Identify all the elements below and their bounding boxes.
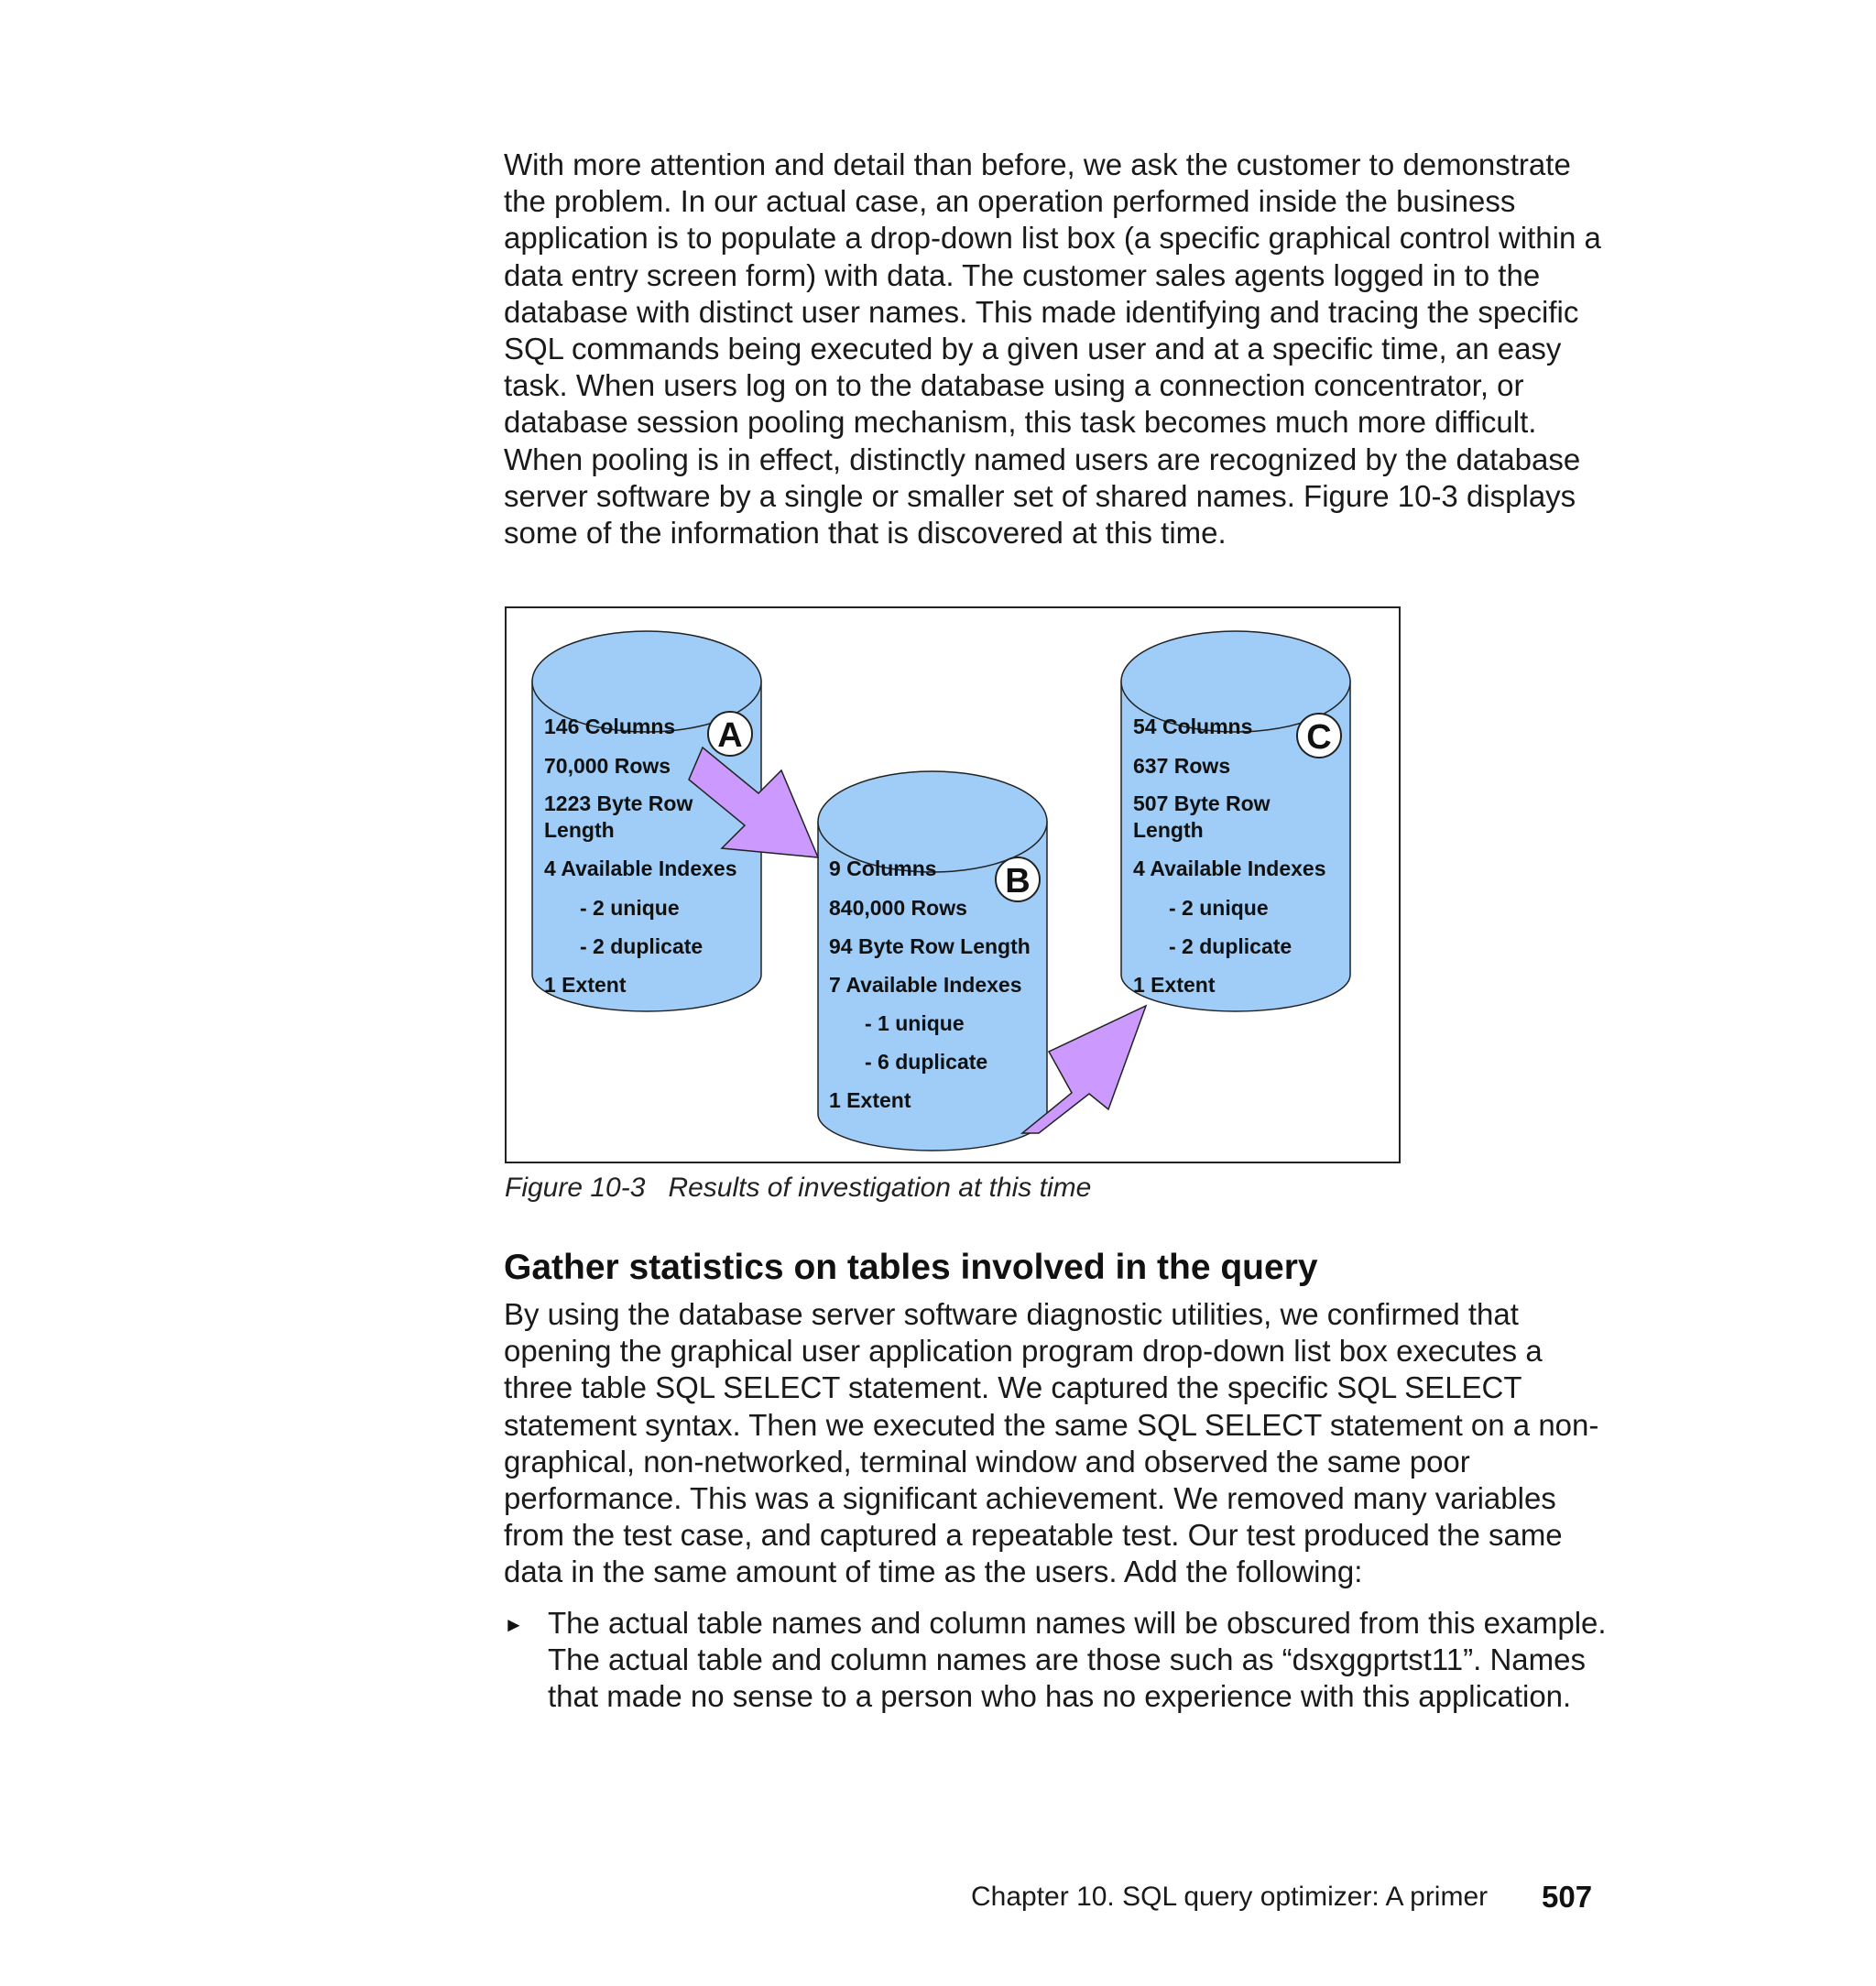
intro-paragraph: With more attention and detail than before, we ask the customer to demonstrate the problem. In our actual case, an operation performed inside the business application is to populate a drop-down list box (a specific graphical control within a data entry screen form) with data. The customer sales agents logged in to the database with distinct user names. This made identifying and tracing the specific SQL commands being executed by a given user and at a specific time, an easy task. When users log on to the database using a connection concentrator, or database session pooling mechanism, this task becomes much more difficult. When pooling is in effect, distinctly named users are recognized by the database server software by a single or smaller set of shared names. Figure 10-3 displays some of the information that is discovered at this time. — [504, 147, 1601, 551]
table-c-cylinder — [1121, 631, 1350, 1011]
table-b-label: B — [1005, 862, 1031, 900]
figure-caption — [505, 1173, 1091, 1204]
table-b-line: 1 Extent — [829, 1088, 911, 1112]
table-a-line: Length — [544, 818, 615, 842]
caption-number: Figure 10-3 — [505, 1173, 646, 1203]
table-b-line: 7 Available Indexes — [829, 973, 1022, 997]
table-c-label: C — [1306, 718, 1332, 757]
table-a-line: - 2 duplicate — [580, 934, 704, 958]
table-c-line: 1 Extent — [1133, 973, 1216, 997]
table-b-line: 94 Byte Row Length — [829, 934, 1031, 958]
table-a-line: 4 Available Indexes — [544, 857, 737, 880]
table-a-line: - 2 unique — [580, 896, 680, 920]
table-c-line: 54 Columns — [1133, 715, 1253, 738]
table-b-cylinder — [818, 771, 1047, 1151]
bullet-marker-icon: ► — [504, 1613, 524, 1636]
table-a-line: 1223 Byte Row — [544, 791, 693, 815]
footer-chapter-title: Chapter 10. SQL query optimizer: A primer — [971, 1882, 1489, 1912]
table-c-line: 507 Byte Row — [1133, 791, 1271, 815]
table-b-line: 840,000 Rows — [829, 896, 967, 920]
section-heading: Gather statistics on tables involved in the query — [504, 1248, 1318, 1287]
table-c-line: - 2 duplicate — [1169, 934, 1292, 958]
table-c-line: 637 Rows — [1133, 754, 1231, 778]
table-a-line: 1 Extent — [544, 973, 627, 997]
figure-10-3 — [505, 606, 1401, 1163]
table-a-label: A — [717, 716, 743, 755]
bullet-item: The actual table names and column names will be obscured from this example. The actual table and column names are those such as “dsxggprtst11”. Names that made no sense to a person who has no experience with this application. — [548, 1606, 1607, 1714]
body-paragraph: By using the database server software diagnostic utilities, we confirmed that opening the graphical user application program drop-down list box executes a three table SQL SELECT statement. We captured the specific SQL SELECT statement syntax. Then we executed the same SQL SELECT statement on a non-graphical, non-networked, terminal window and observed the same poor performance. This was a significant achievement. We removed many variables from the test case, and captured a repeatable test. Our test produced the same data in the same amount of time as the users. Add the following: — [504, 1297, 1599, 1589]
table-b-line: - 6 duplicate — [865, 1050, 988, 1074]
table-a-line: 146 Columns — [544, 715, 676, 738]
table-a-line: 70,000 Rows — [544, 754, 671, 778]
figure-diagram — [507, 608, 1402, 1165]
table-c-line: Length — [1133, 818, 1204, 842]
table-b-line: 9 Columns — [829, 857, 937, 880]
table-b-line: - 1 unique — [865, 1011, 965, 1035]
caption-text: Results of investigation at this time — [668, 1173, 1092, 1203]
table-c-line: - 2 unique — [1169, 896, 1269, 920]
table-c-line: 4 Available Indexes — [1133, 857, 1326, 880]
table-a-cylinder — [532, 631, 761, 1011]
footer-page-number: 507 — [1542, 1880, 1593, 1914]
